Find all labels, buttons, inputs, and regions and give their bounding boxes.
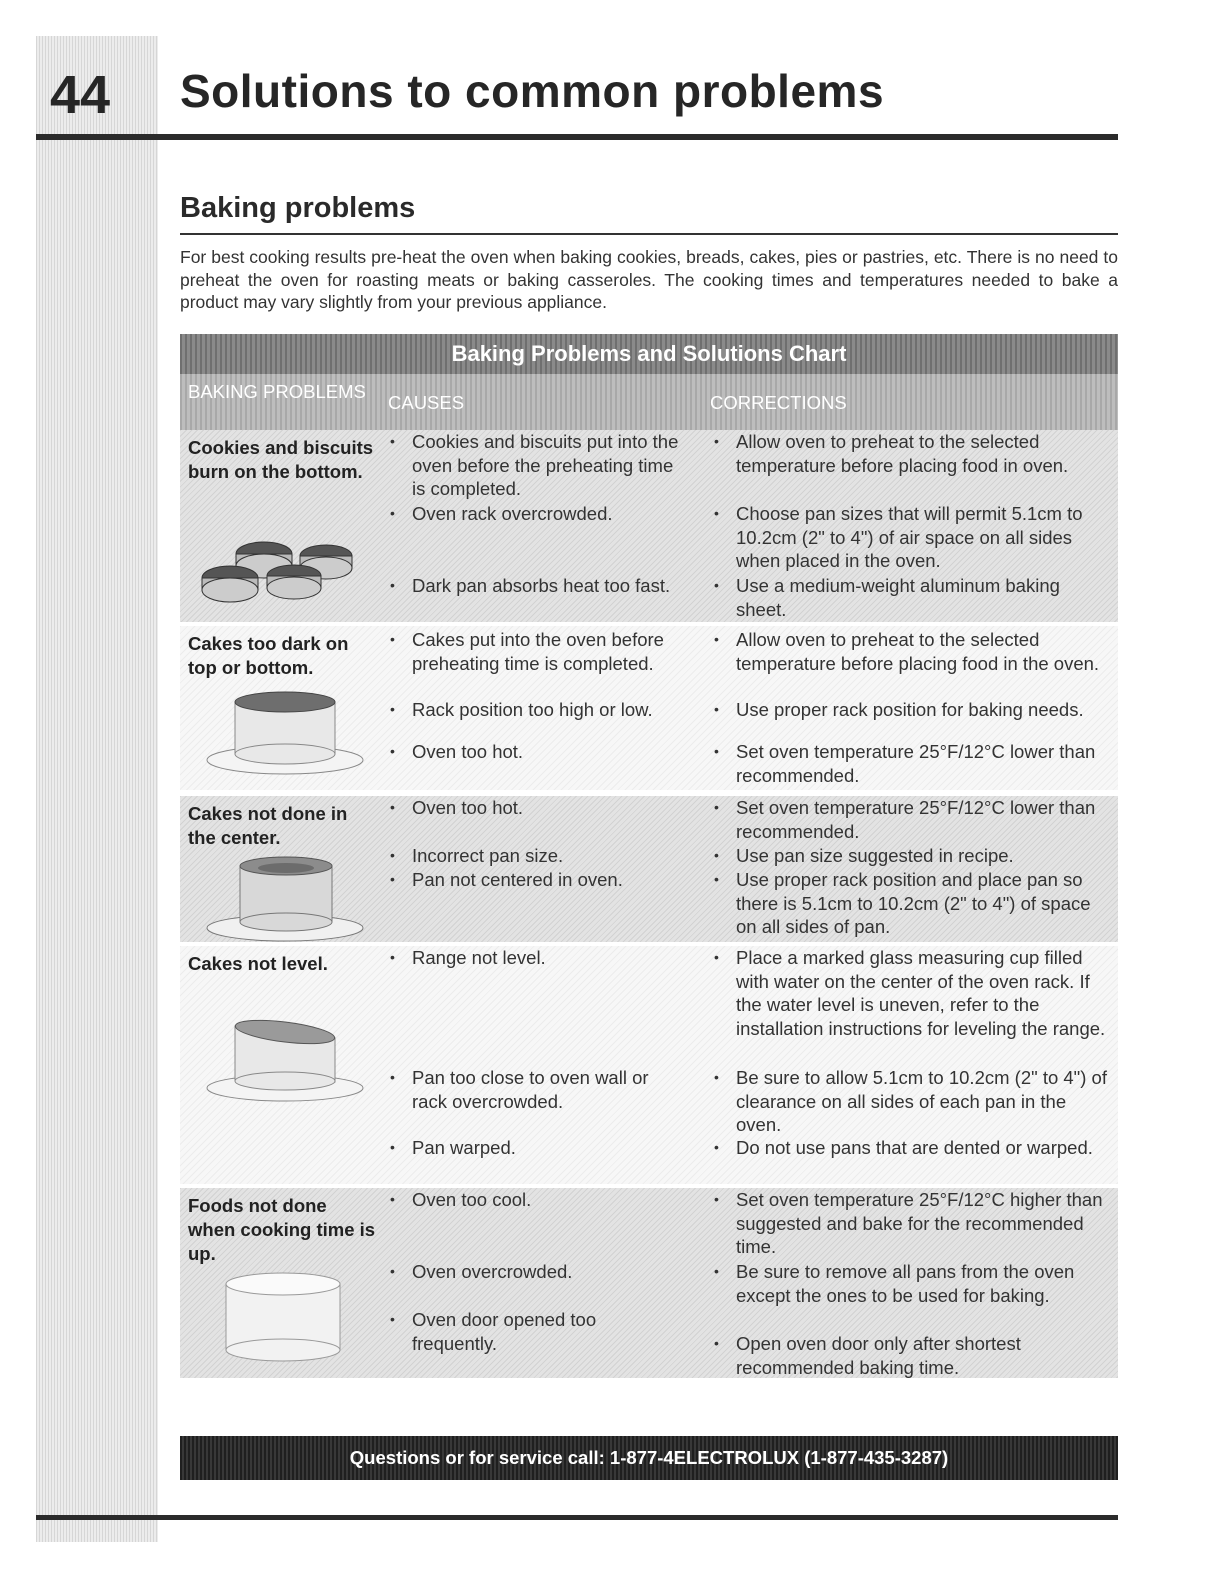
- cause-item: • Rack position too high or low.: [390, 699, 653, 720]
- table-row: [180, 796, 1118, 942]
- cause-item: • Oven overcrowded.: [390, 1261, 573, 1282]
- section-divider: [180, 233, 1118, 235]
- problem-label: Cakes not level.: [188, 953, 328, 974]
- side-decorative-strip: [36, 36, 158, 1542]
- cause-item: • Pan not centered in oven.: [390, 869, 623, 890]
- top-divider: [36, 134, 1118, 140]
- correction-item: • Set oven temperature 25°F/12°C lower than recommended.: [714, 797, 1096, 842]
- header-problems: BAKING PROBLEMS: [188, 381, 366, 402]
- problem-label: Cookies and biscuits burn on the bottom.: [188, 437, 374, 482]
- cause-item: • Oven door opened too frequently.: [390, 1309, 597, 1354]
- sunken-cake-illustration: [200, 854, 370, 944]
- cause-item: • Cakes put into the oven before preheating time is completed.: [390, 629, 664, 674]
- cause-item: • Pan warped.: [390, 1137, 516, 1158]
- correction-item: • Be sure to allow 5.1cm to 10.2cm (2" to 4") of clearance on all sides of each pan in the oven.: [714, 1067, 1107, 1135]
- cause-item: • Range not level.: [390, 947, 546, 968]
- correction-item: • Set oven temperature 25°F/12°C higher than suggested and bake for the recommended time.: [714, 1189, 1103, 1257]
- cause-item: • Oven too hot.: [390, 797, 524, 818]
- table-row: [180, 430, 1118, 622]
- correction-item: • Use proper rack position for baking needs.: [714, 699, 1084, 720]
- dark-cake-illustration: [200, 688, 370, 778]
- correction-item: • Allow oven to preheat to the selected temperature before placing food in oven.: [714, 431, 1069, 476]
- table-row: [180, 626, 1118, 790]
- correction-item: • Use a medium-weight aluminum baking sheet.: [714, 575, 1060, 620]
- correction-item: • Set oven temperature 25°F/12°C lower than recommended.: [714, 741, 1096, 786]
- correction-item: • Do not use pans that are dented or warped.: [714, 1137, 1093, 1158]
- service-call-banner: Questions or for service call: 1-877-4ELECTROLUX (1-877-435-3287): [180, 1436, 1118, 1480]
- cause-item: • Pan too close to oven wall or rack overcrowded.: [390, 1067, 649, 1112]
- correction-item: • Use pan size suggested in recipe.: [714, 845, 1014, 866]
- table-row: [180, 1188, 1118, 1378]
- cause-item: • Oven too cool.: [390, 1189, 532, 1210]
- cookies-illustration: [194, 526, 374, 616]
- correction-item: • Be sure to remove all pans from the oven except the ones to be used for baking.: [714, 1261, 1075, 1306]
- table-row: [180, 946, 1118, 1184]
- problem-label: Cakes not done in the center.: [188, 803, 348, 848]
- correction-item: • Place a marked glass measuring cup filled with water on the center of the oven rack. If the water level is uneven, refer to the installation instructions for leveling the range.: [714, 947, 1106, 1039]
- page-number: 44: [50, 65, 111, 125]
- correction-item: • Open oven door only after shortest recommended baking time.: [714, 1333, 1021, 1378]
- header-corrections: CORRECTIONS: [710, 392, 847, 413]
- chart-header-row: [180, 374, 1118, 430]
- cause-item: • Dark pan absorbs heat too fast.: [390, 575, 671, 596]
- problem-label: Foods not done when cooking time is up.: [188, 1195, 376, 1264]
- pale-cake-illustration: [208, 1268, 358, 1368]
- header-causes: CAUSES: [388, 392, 465, 413]
- bottom-divider: [36, 1515, 1118, 1520]
- baking-chart: [180, 334, 1118, 1394]
- page-title: Solutions to common problems: [180, 65, 885, 117]
- correction-item: • Allow oven to preheat to the selected temperature before placing food in the oven.: [714, 629, 1100, 674]
- tilted-cake-illustration: [200, 1006, 370, 1106]
- intro-paragraph: For best cooking results pre-heat the oven when baking cookies, breads, cakes, pies or pastries, etc. There is no need to preheat the oven for roasting meats or baking casseroles. The cooking times and temperatures needed to bake a product may vary slightly from your previous appliance.: [180, 247, 1118, 312]
- cause-item: • Oven too hot.: [390, 741, 524, 762]
- cause-item: • Cookies and biscuits put into the oven before the preheating time is completed.: [390, 431, 679, 499]
- correction-item: • Use proper rack position and place pan so there is 5.1cm to 10.2cm (2" to 4") of space on all sides of pan.: [714, 869, 1091, 937]
- cause-item: • Oven rack overcrowded.: [390, 503, 613, 524]
- section-heading: Baking problems: [180, 192, 416, 224]
- correction-item: • Choose pan sizes that will permit 5.1cm to 10.2cm (2" to 4") of air space on all sides when placed in the oven.: [714, 503, 1083, 571]
- problem-label: Cakes too dark on top or bottom.: [188, 633, 349, 678]
- chart-title: Baking Problems and Solutions Chart: [180, 334, 1118, 374]
- cause-item: • Incorrect pan size.: [390, 845, 564, 866]
